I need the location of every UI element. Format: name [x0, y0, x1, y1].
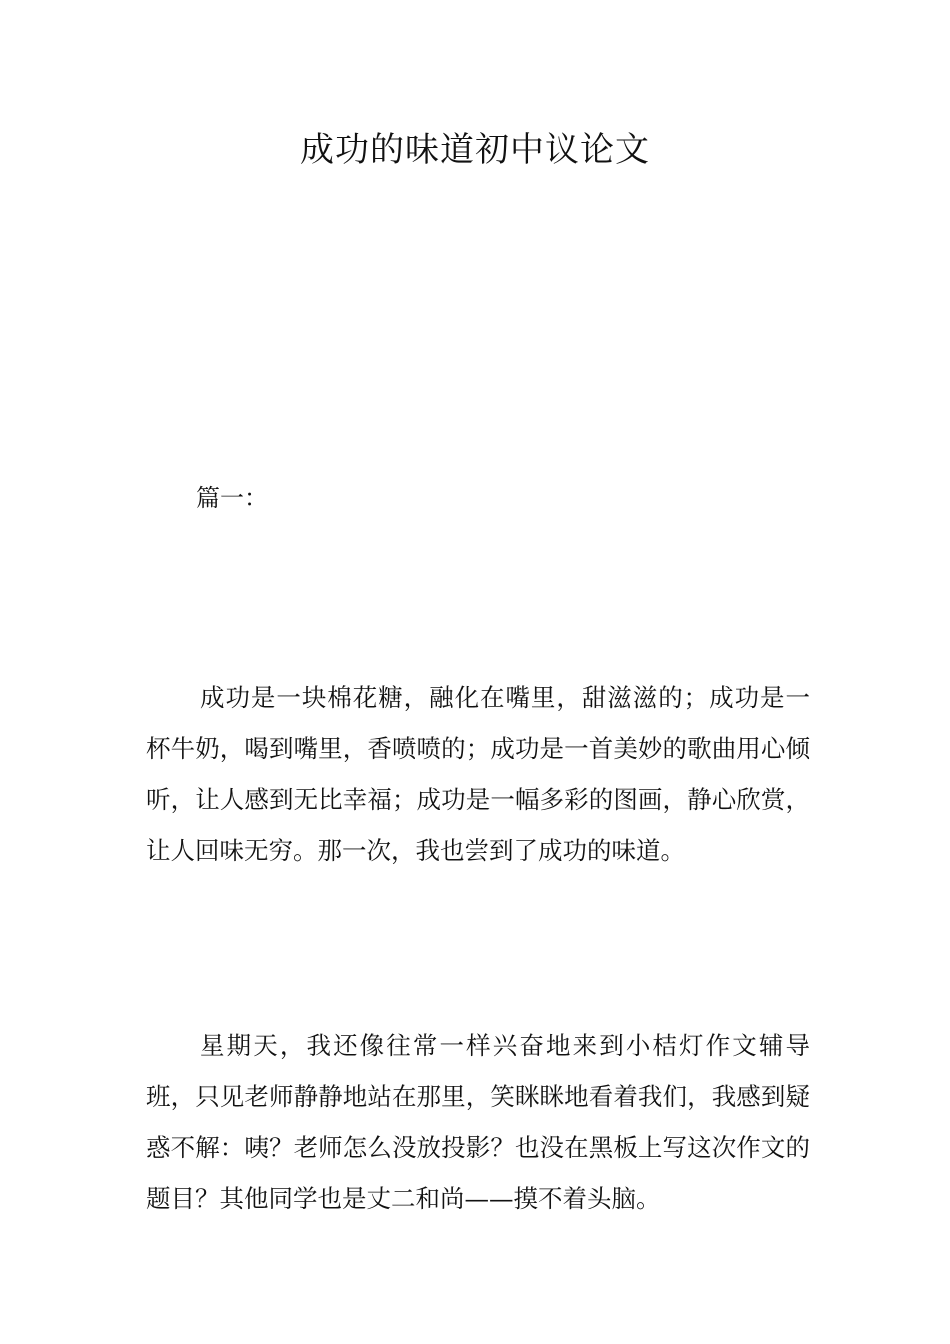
body-paragraph-2: 星期天，我还像往常一样兴奋地来到小桔灯作文辅导班，只见老师静静地站在那里，笑眯眯地看着我们，我感到疑惑不解：咦？老师怎么没放投影？也没在黑板上写这次作文的题目？其他同学也是丈二和尚——摸不着头脑。	[146, 1031, 810, 1213]
document-title: 成功的味道初中议论文	[300, 130, 650, 170]
body-paragraph-1: 成功是一块棉花糖，融化在嘴里，甜滋滋的；成功是一杯牛奶，喝到嘴里，香喷喷的；成功是一首美妙的歌曲用心倾听，让人感到无比幸福；成功是一幅多彩的图画，静心欣赏，让人回味无穷。那一次，我也尝到了成功的味道。	[146, 683, 810, 865]
section-heading: 篇一：	[196, 484, 268, 512]
